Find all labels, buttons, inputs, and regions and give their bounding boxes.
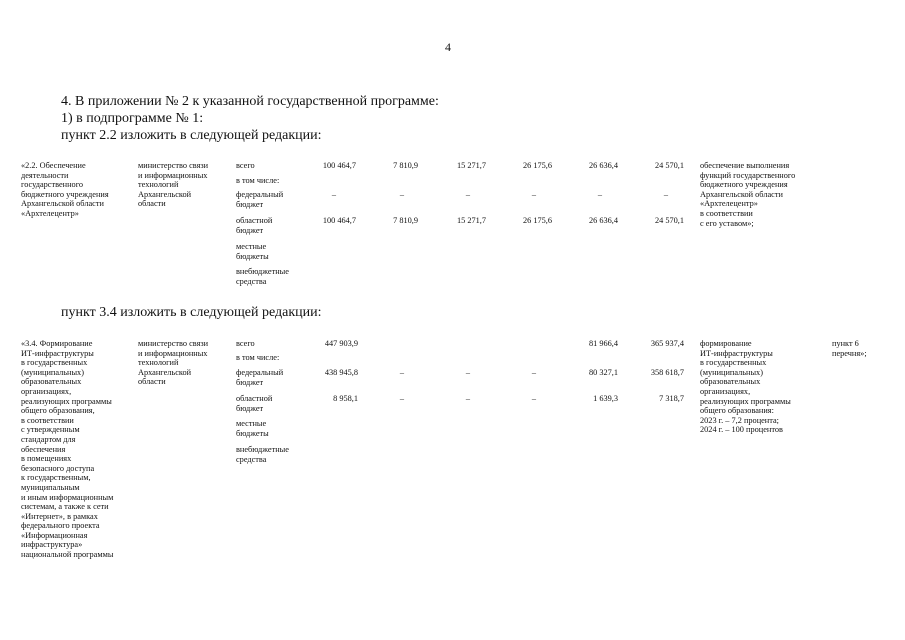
- value-cell: 447 903,9: [324, 339, 358, 348]
- value-cell: 1 639,3: [593, 394, 618, 403]
- value-cell: 15 271,7: [456, 161, 486, 170]
- row-label: областной бюджет: [236, 216, 273, 235]
- intro-line-1: 4. В приложении № 2 к указанной государственной программе:: [61, 94, 439, 109]
- row-label: всего: [236, 161, 255, 170]
- value-cell: –: [399, 368, 405, 377]
- value-cell: –: [465, 190, 471, 199]
- value-cell: 15 271,7: [456, 216, 486, 225]
- value-cell: –: [531, 368, 537, 377]
- value-cell: 24 570,1: [654, 216, 684, 225]
- value-cell: –: [399, 394, 405, 403]
- value-cell: –: [663, 190, 669, 199]
- row-label: всего: [236, 339, 255, 348]
- value-cell: 26 175,6: [522, 216, 552, 225]
- value-cell: –: [465, 368, 471, 377]
- value-cell: –: [597, 190, 603, 199]
- value-cell: 365 937,4: [650, 339, 684, 348]
- row-label: федеральный бюджет: [236, 190, 284, 209]
- value-cell: 26 175,6: [522, 161, 552, 170]
- value-cell: –: [531, 394, 537, 403]
- value-cell: 358 618,7: [650, 368, 684, 377]
- value-cell: 81 966,4: [588, 339, 618, 348]
- event-name: «2.2. Обеспечение деятельности государственного бюджетного учреждения Архангельской области «Архтелецентр»: [21, 161, 109, 218]
- value-cell: 7 810,9: [393, 216, 418, 225]
- value-cell: 8 958,1: [333, 394, 358, 403]
- expected-result: формирование ИТ-инфраструктуры в государственных (муниципальных) образовательных организациях, реализующих программы общего образования: 2023 г. – 7,2 процента; 2024 г. – 100 процентов: [700, 339, 791, 435]
- page-number: 4: [445, 40, 451, 54]
- executor: министерство связи и информационных технологий Архангельской области: [138, 339, 209, 387]
- value-cell: 24 570,1: [654, 161, 684, 170]
- row-label: областной бюджет: [236, 394, 273, 413]
- value-cell: –: [465, 394, 471, 403]
- value-cell: 7 810,9: [393, 161, 418, 170]
- intro-line-3: пункт 2.2 изложить в следующей редакции:: [61, 128, 322, 143]
- value-cell: 26 636,4: [588, 161, 618, 170]
- value-cell: 26 636,4: [588, 216, 618, 225]
- executor: министерство связи и информационных технологий Архангельской области: [138, 161, 209, 209]
- row-label: внебюджетные средства: [236, 267, 289, 286]
- expected-result: обеспечение выполнения функций государственного бюджетного учреждения Архангельской области «Архтелецентр» в соответствии с его уставом»;: [700, 161, 796, 228]
- value-cell: 438 945,8: [324, 368, 358, 377]
- row-label: местные бюджеты: [236, 419, 269, 438]
- value-cell: 7 318,7: [659, 394, 684, 403]
- value-cell: –: [331, 190, 337, 199]
- value-cell: 100 464,7: [322, 216, 356, 225]
- row-label: в том числе:: [236, 176, 280, 185]
- intro-line-2: 1) в подпрограмме № 1:: [61, 111, 204, 126]
- value-cell: –: [399, 190, 405, 199]
- event-name: «3.4. Формирование ИТ-инфраструктуры в государственных (муниципальных) образовательных организациях, реализующих программы общего образования, в соответствии с утвержденным стандартом для обеспечения в помещениях безопасного доступа к государственным, муниципальным и иным информационным системам, а также к сети «Интернет», в рамках федерального проекта «Информационная инфраструктура» национальной программы: [21, 339, 114, 560]
- row-label: в том числе:: [236, 353, 280, 362]
- value-cell: –: [531, 190, 537, 199]
- value-cell: 100 464,7: [322, 161, 356, 170]
- value-cell: 80 327,1: [588, 368, 618, 377]
- row-label: федеральный бюджет: [236, 368, 284, 387]
- list-reference: пункт 6 перечня»;: [832, 339, 867, 358]
- heading-3-4: пункт 3.4 изложить в следующей редакции:: [61, 305, 322, 320]
- row-label: внебюджетные средства: [236, 445, 289, 464]
- row-label: местные бюджеты: [236, 242, 269, 261]
